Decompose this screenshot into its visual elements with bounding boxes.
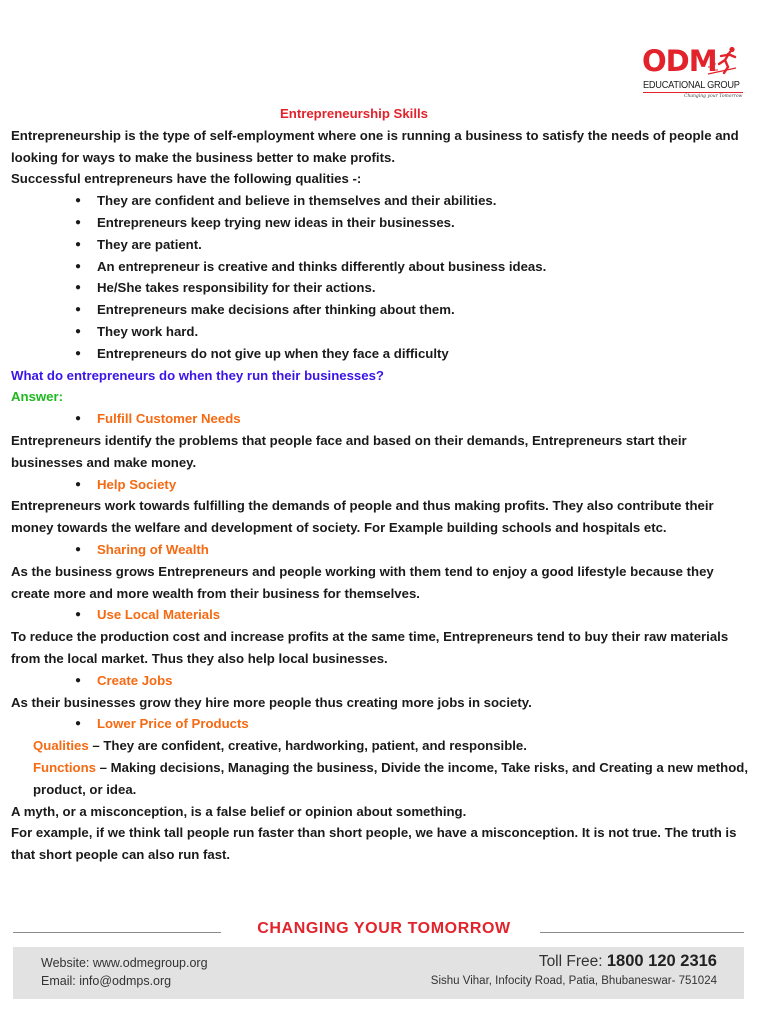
document-body (11, 103, 751, 866)
qualities-summary-text: – They are confident, creative, hardworking, patient, and responsible. (88, 738, 527, 754)
question-heading: What do entrepreneurs do when they run their businesses? (11, 367, 384, 383)
qualities-list (11, 190, 751, 364)
footer-toll-free (539, 952, 717, 971)
toll-free-number: 1800 120 2316 (606, 952, 717, 970)
odm-logo (642, 46, 746, 102)
list-item: ● He/She takes responsibility for their actions. (11, 277, 751, 299)
functions-summary-text: – Making decisions, Managing the business, Divide the income, Take risks, and Creating a new method, product, or idea. (33, 759, 748, 797)
qualities-summary (11, 735, 751, 757)
logo-divider (643, 92, 743, 93)
footer-rule-left (13, 932, 221, 933)
toll-free-label: Toll Free: (538, 953, 607, 970)
section-heading: ● Use Local Materials (11, 604, 751, 626)
section-heading: ● Sharing of Wealth (11, 539, 751, 561)
section-text: To reduce the production cost and increase profits at the same time, Entrepreneurs tend to buy their raw materials from the local market. Thus they also help local businesses. (11, 629, 729, 666)
footer-address: Sishu Vihar, Infocity Road, Patia, Bhubaneswar- 751024 (430, 975, 717, 987)
section-heading-list (11, 604, 751, 626)
list-item: ● Entrepreneurs do not give up when they face a difficulty (11, 343, 751, 365)
section-heading: ● Help Society (11, 474, 751, 496)
section-heading-list (11, 408, 751, 430)
section-text: Entrepreneurs identify the problems that people face and based on their demands, Entrepreneurs start their businesses and make money. (11, 432, 687, 470)
myth-definition: A myth, or a misconception, is a false belief or opinion about something. (11, 803, 467, 819)
myth-example: For example, if we think tall people run faster than short people, we have a misconception. It is not true. The truth is that short people can also run fast. (11, 825, 737, 863)
footer-email[interactable]: Email: info@odmps.org (41, 974, 172, 988)
list-item: ● Entrepreneurs make decisions after thinking about them. (11, 299, 751, 321)
answer-label: Answer: (11, 389, 64, 405)
section-heading: ● Create Jobs (11, 670, 751, 692)
list-item: ● Entrepreneurs keep trying new ideas in their businesses. (11, 212, 751, 234)
section-heading-list (11, 539, 751, 561)
list-item: ● They are patient. (11, 234, 751, 256)
section-heading-list (11, 474, 751, 496)
footer-contact-box (13, 947, 744, 999)
footer-slogan-bar (0, 920, 768, 938)
logo-brand: ODM (642, 44, 717, 78)
section-heading: ● Fulfill Customer Needs (11, 408, 751, 430)
functions-summary (11, 757, 751, 801)
list-item: ● An entrepreneur is creative and thinks differently about business ideas. (11, 256, 751, 278)
section-text: As their businesses grow they hire more people thus creating more jobs in society. (11, 694, 532, 710)
qualities-label: Qualities (33, 738, 89, 754)
footer-slogan: CHANGING YOUR TOMORROW (257, 920, 511, 937)
list-item: ● They work hard. (11, 321, 751, 343)
document-title: Entrepreneurship Skills (279, 106, 429, 121)
section-heading-list (11, 670, 751, 692)
list-item: ● They are confident and believe in themselves and their abilities. (11, 190, 751, 212)
logo-subtitle: EDUCATIONAL GROUP (643, 79, 740, 91)
qualities-intro: Successful entrepreneurs have the following qualities -: (11, 171, 362, 187)
section-heading: ● Lower Price of Products (11, 713, 751, 735)
footer-rule-right (540, 932, 744, 933)
runner-icon (706, 46, 742, 78)
footer-website[interactable]: Website: www.odmegroup.org (41, 956, 208, 970)
logo-tagline: Changing your Tomorrow (684, 94, 743, 99)
section-text: Entrepreneurs work towards fulfilling the demands of people and thus making profits. They also contribute their money towards the welfare and development of society. For Example building schools and hospitals etc. (11, 498, 714, 536)
section-heading-list (11, 713, 751, 735)
section-text: As the business grows Entrepreneurs and people working with them tend to enjoy a good lifestyle because they create more and more wealth from their business for themselves. (11, 563, 714, 601)
functions-label: Functions (33, 759, 97, 775)
intro-paragraph: Entrepreneurship is the type of self-employment where one is running a business to satisfy the needs of people and looking for ways to make the business better to make profits. (11, 127, 739, 165)
